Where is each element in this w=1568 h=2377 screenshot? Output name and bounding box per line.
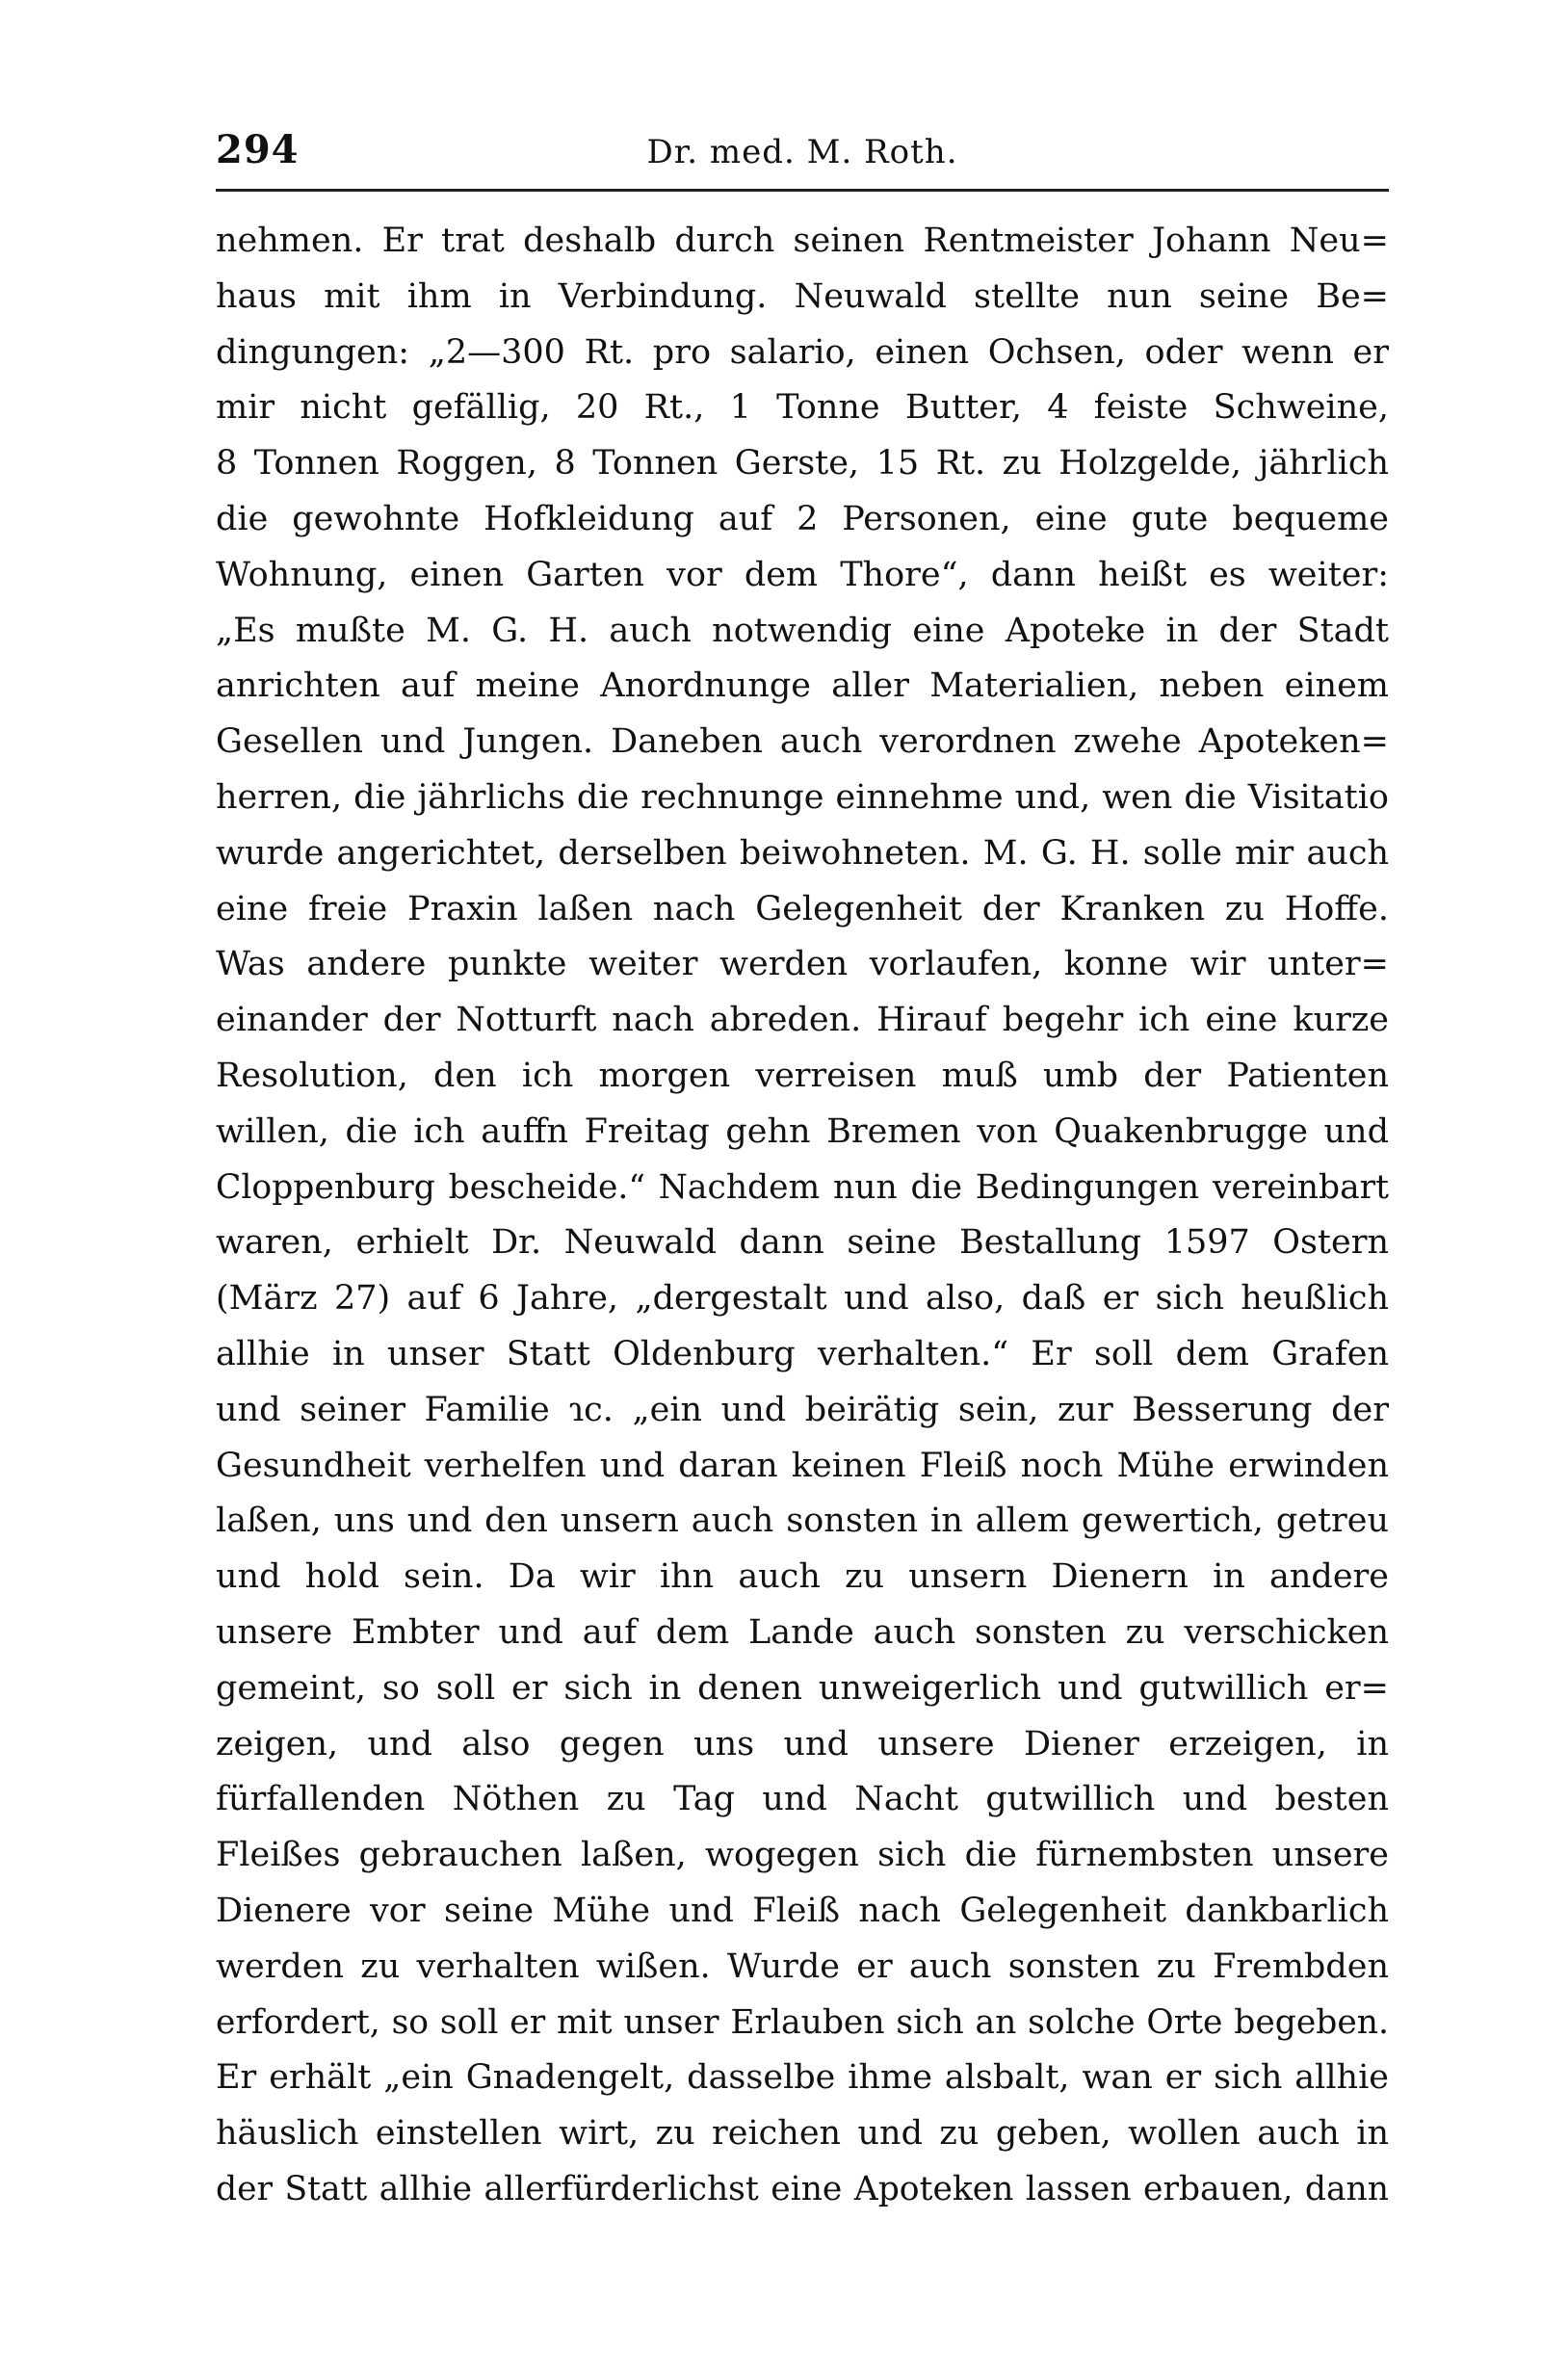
text-line: die gewohnte Hofkleidung auf 2 Personen, eine gute bequeme	[216, 499, 1389, 538]
text-line: waren, erhielt Dr. Neuwald dann seine Bestallung 1597 Ostern	[216, 1223, 1389, 1263]
text-line: eine freie Praxin laßen nach Gelegenheit der Kranken zu Hoffe.	[216, 889, 1389, 928]
text-line: unsere Embter und auf dem Lande auch sonsten zu verschicken	[216, 1612, 1389, 1652]
text-line: mir nicht gefällig, 20 Rt., 1 Tonne Butter, 4 feiste Schweine,	[216, 388, 1389, 428]
text-line: Er erhält „ein Gnadengelt, dasselbe ihme alsbalt, wan er sich allhie	[216, 2058, 1389, 2098]
text-line: erfordert, so soll er mit unser Erlauben sich an solche Orte begeben.	[216, 2002, 1389, 2042]
text-line: laßen, uns und den unsern auch sonsten in allem gewertich, getreu	[216, 1502, 1389, 1541]
text-line: zeigen, und also gegen uns und unsere Diener erzeigen, in	[216, 1724, 1389, 1763]
text-line: und hold sein. Da wir ihn auch zu unsern Dienern in andere	[216, 1557, 1389, 1597]
text-line: Gesundheit verhelfen und daran keinen Fleiß noch Mühe erwinden	[216, 1446, 1389, 1485]
text-line: der Statt allhie allerfürderlichst eine Apoteken lassen erbauen, dann	[216, 2169, 1389, 2208]
text-line: „Es mußte M. G. H. auch notwendig eine Apoteke in der Stadt	[216, 611, 1389, 650]
running-title: Dr. med. M. Roth.	[646, 133, 958, 171]
text-line: haus mit ihm in Verbindung. Neuwald stellte nun seine Be=	[216, 276, 1389, 316]
text-line: wurde angerichtet, derselben beiwohneten. M. G. H. solle mir auch	[216, 833, 1389, 873]
text-line: häuslich einstellen wirt, zu reichen und zu geben, wollen auch in	[216, 2114, 1389, 2154]
text-line: werden zu verhalten wißen. Wurde er auch sonsten zu Frembden	[216, 1946, 1389, 1986]
text-line: Fleißes gebrauchen laßen, wogegen sich die fürnembsten unsere	[216, 1836, 1389, 1875]
text-line: fürfallenden Nöthen zu Tag und Nacht gutwillich und besten	[216, 1780, 1389, 1819]
text-line: nehmen. Er trat deshalb durch seinen Rentmeister Johann Neu=	[216, 222, 1389, 260]
text-line: einander der Notturft nach abreden. Hirauf begehr ich eine kurze	[216, 1001, 1389, 1040]
header-rule	[216, 189, 1389, 192]
page-number: 294	[216, 127, 300, 172]
text-line: allhie in unser Statt Oldenburg verhalten.“ Er soll dem Grafen	[216, 1334, 1389, 1373]
text-line: Dienere vor seine Mühe und Fleiß nach Gelegenheit dankbarlich	[216, 1891, 1389, 1930]
text-line: und seiner Familie ɿc. „ein und beirätig sein, zur Besserung der	[216, 1390, 1389, 1429]
text-line: Gesellen und Jungen. Daneben auch verordnen zwehe Apoteken=	[216, 722, 1389, 762]
text-line: anrichten auf meine Anordnunge aller Materialien, neben einem	[216, 666, 1389, 706]
text-line: Cloppenburg bescheide.“ Nachdem nun die Bedingungen vereinbart	[216, 1167, 1389, 1207]
text-line: 8 Tonnen Roggen, 8 Tonnen Gerste, 15 Rt. zu Holzgelde, jährlich	[216, 444, 1389, 483]
text-line: gemeint, so soll er sich in denen unweigerlich und gutwillich er=	[216, 1668, 1389, 1708]
text-line: Was andere punkte weiter werden vorlaufen, konne wir unter=	[216, 945, 1389, 984]
text-line: dingungen: „2—300 Rt. pro salario, einen Ochsen, oder wenn er	[216, 332, 1389, 372]
text-line: (März 27) auf 6 Jahre, „dergestalt und also, daß er sich heußlich	[216, 1279, 1389, 1319]
text-line: herren, die jährlichs die rechnunge einnehme und, wen die Visitatio	[216, 777, 1389, 817]
text-line: Resolution, den ich morgen verreisen muß umb der Patienten	[216, 1056, 1389, 1095]
body-text	[216, 214, 1389, 2218]
running-head	[216, 123, 1389, 185]
text-line: willen, die ich auffn Freitag gehn Bremen von Quakenbrugge und	[216, 1111, 1389, 1151]
text-line: Wohnung, einen Garten vor dem Thore“, dann heißt es weiter:	[216, 555, 1389, 594]
